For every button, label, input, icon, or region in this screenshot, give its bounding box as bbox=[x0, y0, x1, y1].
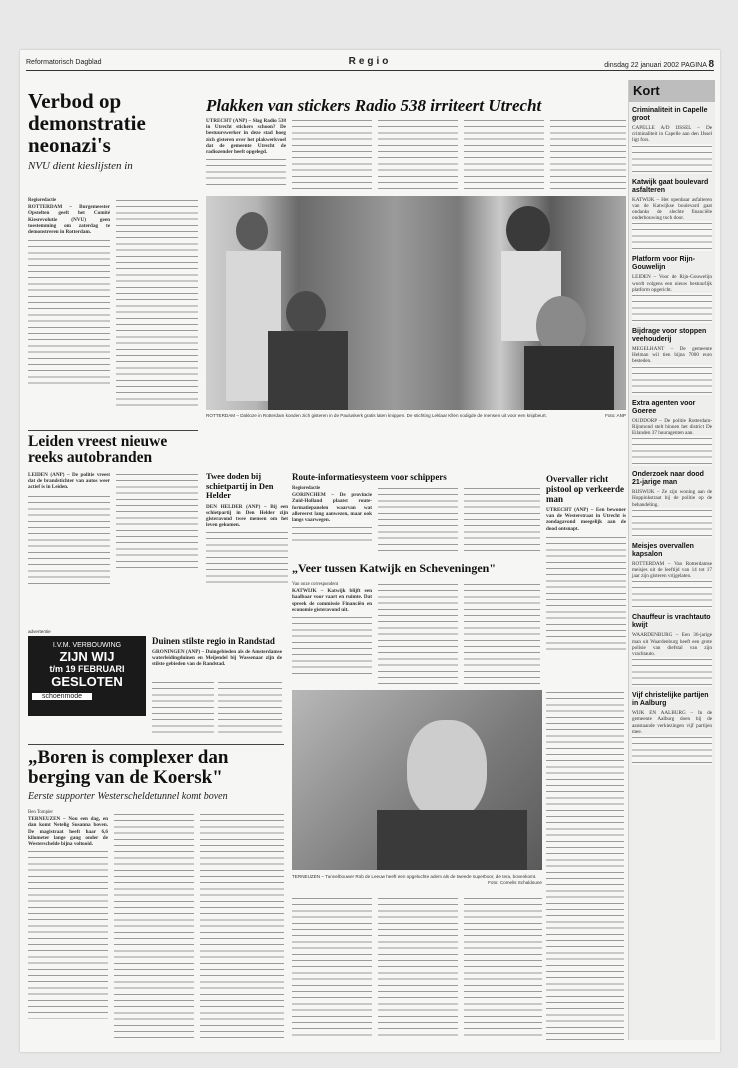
lead: UTRECHT (ANP) – Een bewoner van de Westerstraat in Utrecht is zondagavond meegelijk aan de dood ontsnapt. bbox=[546, 507, 626, 532]
article-route bbox=[292, 472, 540, 482]
body-text bbox=[464, 118, 544, 190]
dateline: Regioredactie bbox=[292, 486, 321, 491]
kort-item-headline: Onderzoek naar dood 21-jarige man bbox=[632, 471, 704, 487]
body-text bbox=[206, 530, 288, 585]
kort-item-headline: Bijdrage voor stoppen veehouderij bbox=[632, 328, 707, 344]
article-verbod bbox=[28, 90, 198, 172]
article-leiden-col1 bbox=[28, 472, 110, 586]
body-text bbox=[28, 849, 108, 1019]
body-text bbox=[632, 365, 712, 395]
lead: ROTTERDAM – Burgemeester Opstelten geeft het Comité Kiesrevolutie (NVU) geen toestemming om zaterdag te demonstreren in Rotterdam. bbox=[28, 204, 110, 236]
article-denhelder bbox=[206, 472, 288, 585]
kort-item-text: WIJK EN AALBURG – In de gemeente Aalburg doen bij de aanstaande verkiezingen vijf partijen mee. bbox=[632, 710, 712, 735]
page-header bbox=[26, 56, 714, 71]
tunnel-photo bbox=[292, 690, 542, 870]
article-boren-col1 bbox=[28, 810, 108, 1019]
headline: Route-informatiesysteem voor schippers bbox=[292, 472, 447, 482]
body-text bbox=[546, 535, 626, 655]
byline: Van onze correspondent bbox=[292, 582, 339, 587]
article-boren bbox=[28, 748, 288, 802]
body-text bbox=[632, 735, 712, 765]
article-verbod-col2 bbox=[116, 198, 198, 408]
body-text bbox=[632, 144, 712, 174]
article-overvaller bbox=[546, 474, 626, 655]
newspaper-page bbox=[20, 50, 720, 1052]
body-text bbox=[218, 680, 282, 735]
ad-line: GESLOTEN bbox=[51, 674, 123, 689]
publication-name: Reformatorisch Dagblad bbox=[26, 59, 102, 66]
kort-item-text: KATWIJK – Het openbaar asfalteren van de Katwijkse boulevard gaat ondanks de slechte financiële onderbouwing toch door. bbox=[632, 196, 712, 222]
body-text bbox=[632, 436, 712, 466]
body-text bbox=[546, 690, 624, 1040]
body-text bbox=[378, 486, 458, 554]
body-text bbox=[550, 118, 626, 190]
lead: GRONINGEN (ANP) – Duingebieden als de Amsterdamse waterleidingduinen en Meijendel bij Wassenaar zijn de stilste gebieden van de Randstad. bbox=[152, 649, 282, 668]
lead: LEIDEN (ANP) – De politie vreest dat de brandstichter van autos weer actief is in Leiden. bbox=[28, 472, 110, 491]
page-date: dinsdag 22 januari 2002 PAGINA 8 bbox=[604, 59, 714, 70]
article-leiden-headline: Leiden vreest nieuwe reeks autobranden bbox=[28, 433, 168, 466]
ad-brand: schoenmode bbox=[32, 693, 92, 700]
kort-item-headline: Vijf christelijke partijen in Aalburg bbox=[632, 692, 709, 708]
kort-item-text: RIJSWIJK – Ze zijn woning aan de Hoppinkstraat bij de politie op de behandeling. bbox=[632, 489, 712, 508]
divider bbox=[28, 430, 198, 431]
lead: DEN HELDER (ANP) – Bij een schietpartij in Den Helder zijn gisteravond twee mensen om het leven gekomen. bbox=[206, 503, 288, 529]
kort-item-text: OUDDORP – De politie Rotterdam-Rijnmond stelt binnen het district De Eilanden 37 huuragenten aan. bbox=[632, 417, 712, 437]
ad-line: ZIJN WIJ bbox=[59, 649, 115, 664]
body-text bbox=[378, 582, 458, 684]
headline: „Veer tussen Katwijk en Scheveningen" bbox=[292, 561, 497, 575]
article-veer bbox=[292, 562, 542, 575]
kort-item-text: LEIDEN – Voor de Rijn-Gouwelijn wordt volgens een nieuw bestuurlijk platform opgericht. bbox=[632, 274, 712, 293]
ad-line: I.V.M. VERBOUWING bbox=[52, 642, 122, 649]
body-text bbox=[464, 582, 540, 684]
body-text bbox=[152, 680, 214, 735]
body-text bbox=[464, 486, 540, 554]
headline: Duinen stilste regio in Randstad bbox=[152, 636, 275, 646]
ad-line: t/m 19 FEBRUARI bbox=[49, 664, 125, 674]
headline: Plakken van stickers Radio 538 irriteert Utrecht bbox=[206, 96, 542, 115]
kort-item-text: MEGELHANT – De gemeente Helman wil tien bijna 7000 euro besteden. bbox=[632, 346, 712, 365]
body-text bbox=[292, 118, 372, 190]
subheadline: Eerste supporter Westerscheldetunnel komt boven bbox=[28, 791, 228, 802]
kort-items bbox=[629, 107, 715, 765]
photo-caption: ROTTERDAM – Dakloze in Rotterdam konden zich gisteren in de Pauluskerk gratis laten knippen. De stichting Leklaar Kllen nodigde de mensen uit voor een knipbeurt. Foto: ANP bbox=[206, 413, 626, 418]
body-text bbox=[632, 293, 712, 323]
byline: Ben Tompier bbox=[28, 810, 54, 815]
advertisement bbox=[28, 636, 146, 716]
article-verbod-col1 bbox=[28, 198, 110, 388]
photo-caption: TERNEUZEN – Tunnelbouwer Rob de Leeuw heeft een opgeluchte adem als de tweede superboor, de tera, bovenkomt. Foto: Comelis Schaldoune bbox=[292, 874, 542, 885]
body-text bbox=[292, 525, 372, 545]
kort-item-text: CAPELLE A/D IJSSEL – De criminaliteit in Capelle aan den IJssel ligt fors. bbox=[632, 125, 712, 144]
article-veer-col1 bbox=[292, 582, 372, 675]
dateline: Regioredactie bbox=[28, 198, 57, 203]
headline: „Boren is complexer dan berging van de Koersk" bbox=[28, 747, 229, 788]
kort-item-headline: Katwijk gaat boulevard asfalteren bbox=[632, 178, 709, 194]
kort-item-headline: Chauffeur is vrachtauto kwijt bbox=[632, 614, 711, 630]
lead: GORINCHEM – De provincie Zuid-Holland plaatst route-formatiepanelen waarvan wat allereerst lang aanwezen, maar ook langs vaarwegen. bbox=[292, 492, 372, 524]
body-text bbox=[632, 508, 712, 538]
lead: KATWIJK – Katwijk blijft een haalbaar voor vaart en ruimte. Dat spreek de commissie Financiën en economie gisteravond uit. bbox=[292, 588, 372, 613]
haircut-photo bbox=[206, 196, 626, 410]
kort-item-text: WAARDENBURG – Een 36-jarige man uit Waardenburg heeft een grote polisie van diefstal van zijn vrachtauto. bbox=[632, 632, 712, 658]
body-text bbox=[28, 238, 110, 388]
headline: Twee doden bij schietpartij in Den Helder bbox=[206, 471, 274, 500]
body-text bbox=[206, 157, 286, 187]
body-text bbox=[116, 198, 198, 408]
body-text bbox=[464, 896, 542, 1040]
body-text bbox=[116, 472, 198, 572]
subheadline: NVU dient kieslijsten in bbox=[28, 160, 133, 172]
body-text bbox=[632, 657, 712, 687]
kort-item-headline: Platform voor Rijn-Gouwelijn bbox=[632, 256, 696, 272]
headline: Overvaller richt pistool op verkeerde man bbox=[546, 474, 624, 504]
lead: TERNEUZEN – Nou een dag, en dan komt Netelig Susanna boven. De magistraat heeft haar 6,6 kilometer lange gang onder de Westerschelde bijna voltooid. bbox=[28, 816, 108, 848]
section-name: Regio bbox=[348, 56, 392, 67]
body-text bbox=[114, 812, 194, 1040]
ad-label: advertentie bbox=[28, 629, 51, 634]
body-text bbox=[28, 494, 110, 586]
lead: UTRECHT (ANP) – Slag Radio 538 in Utrecht stickers schoon? De bestuurswerker in deze stad hoeg zich gisteren over het plakwerkvoel dat de gemeente Utrecht de radiozender heeft opgelegd. bbox=[206, 118, 286, 156]
body-text bbox=[200, 812, 284, 1040]
body-text bbox=[378, 118, 458, 190]
article-stickers bbox=[206, 96, 626, 116]
kort-column bbox=[628, 80, 715, 1040]
kort-item-headline: Extra agenten voor Goeree bbox=[632, 399, 696, 415]
body-text bbox=[292, 896, 372, 1040]
article-route-col1 bbox=[292, 486, 372, 545]
body-text bbox=[292, 615, 372, 675]
body-text bbox=[632, 579, 712, 609]
divider bbox=[28, 744, 284, 745]
body-text bbox=[378, 896, 458, 1040]
body-text bbox=[632, 221, 712, 251]
kort-title: Kort bbox=[629, 80, 715, 102]
headline: Verbod op demonstratie neonazi's bbox=[28, 89, 146, 157]
kort-item-headline: Meisjes overvallen kapsalon bbox=[632, 542, 694, 558]
kort-item-text: ROTTERDAM – Van Rotterdamse meisjes uit de leeftijd van 14 tot 17 jaar zijn gisteren vrijgelaten. bbox=[632, 560, 712, 580]
kort-item-headline: Criminaliteit in Capelle groot bbox=[632, 107, 708, 122]
article-duinen bbox=[152, 636, 282, 668]
article-stickers-col1 bbox=[206, 118, 286, 187]
